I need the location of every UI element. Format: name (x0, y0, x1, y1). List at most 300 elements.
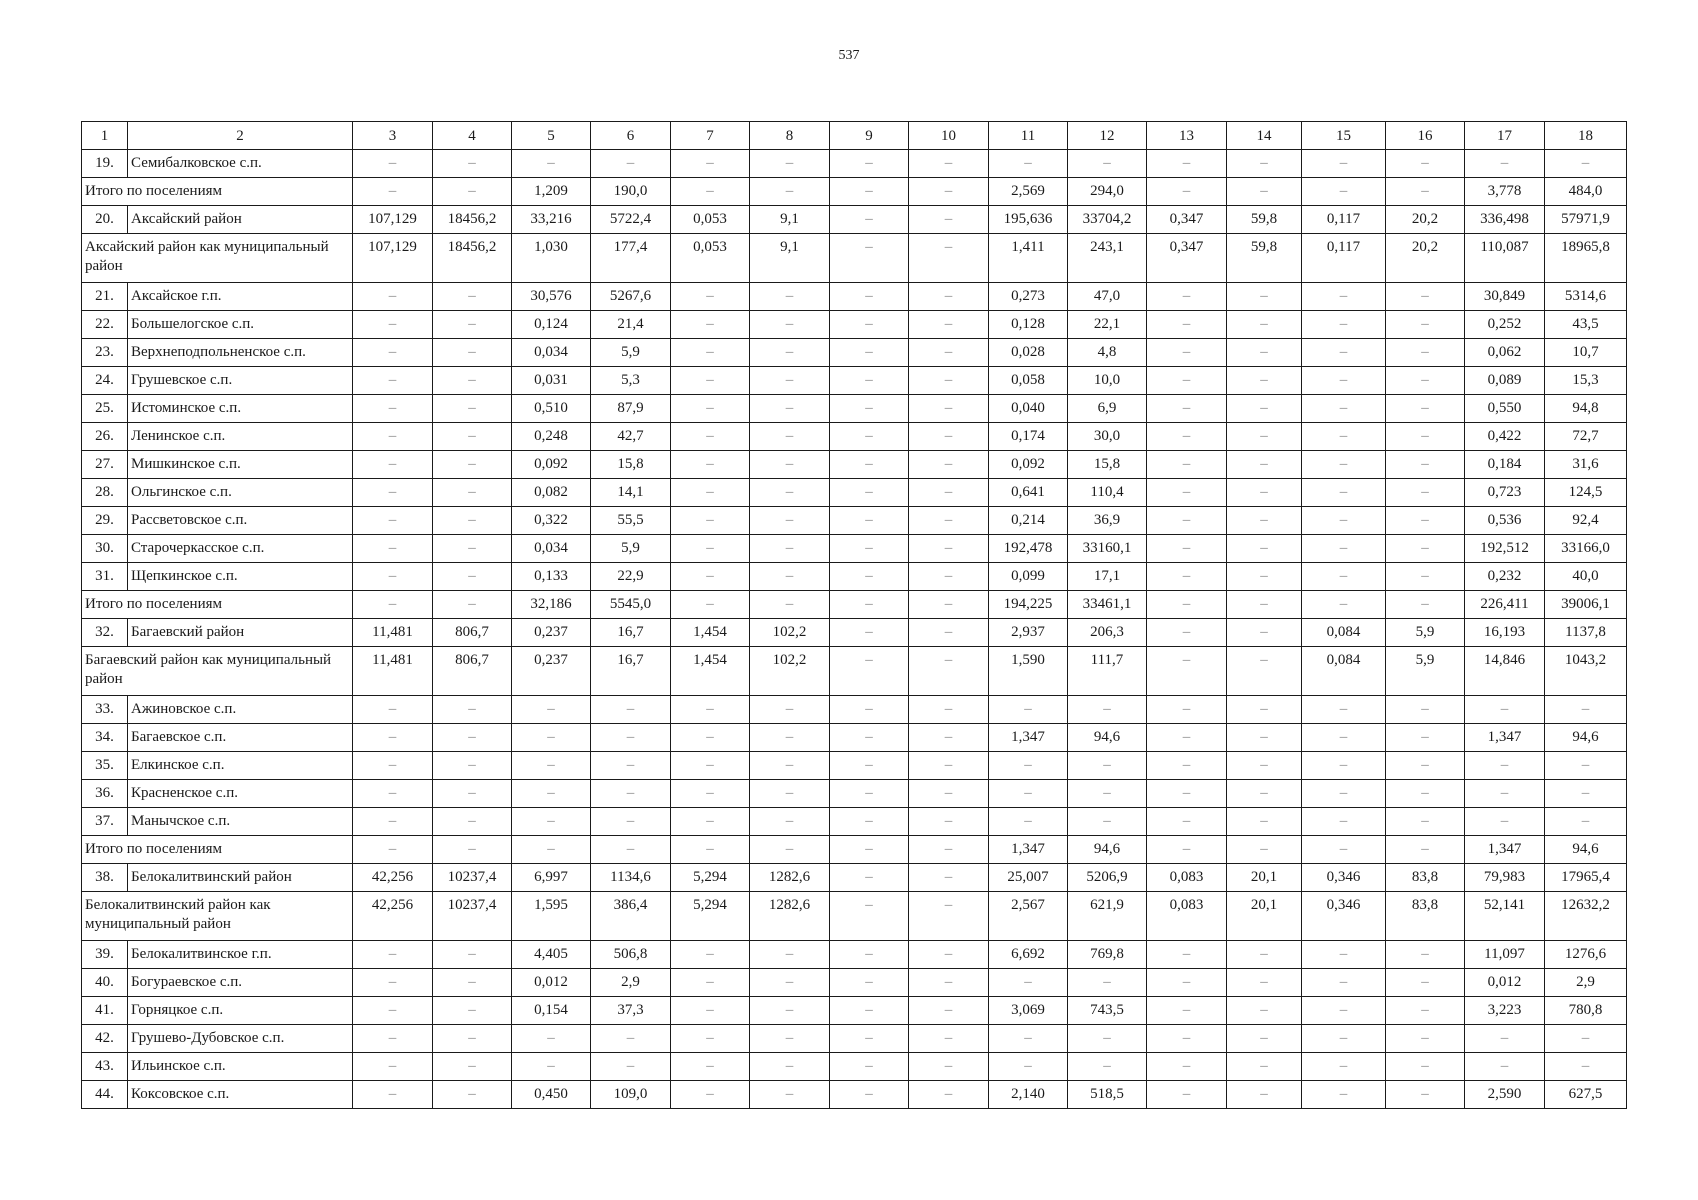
row-name: Щепкинское с.п. (128, 563, 353, 591)
table-cell: – (989, 150, 1068, 178)
column-header: 11 (989, 122, 1068, 150)
table-cell: – (1227, 752, 1302, 780)
table-cell: – (353, 724, 433, 752)
table-cell: – (353, 1053, 433, 1081)
table-cell: – (1147, 997, 1227, 1025)
table-cell: 18965,8 (1545, 234, 1627, 283)
table-cell: 0,117 (1302, 206, 1386, 234)
table-cell: – (830, 423, 909, 451)
table-cell: – (1147, 339, 1227, 367)
table-cell: – (512, 808, 591, 836)
table-cell: – (1302, 367, 1386, 395)
table-cell: 22,9 (591, 563, 671, 591)
table-cell: – (1386, 395, 1465, 423)
table-row (82, 724, 1627, 752)
table-cell: 33160,1 (1068, 535, 1147, 563)
table-cell: 5,3 (591, 367, 671, 395)
total-label: Итого по поселениям (82, 178, 353, 206)
table-cell: 111,7 (1068, 647, 1147, 696)
table-cell: 6,692 (989, 941, 1068, 969)
table-cell: – (1302, 311, 1386, 339)
column-header: 10 (909, 122, 989, 150)
table-cell: – (512, 1053, 591, 1081)
table-cell: – (1147, 423, 1227, 451)
table-row (82, 780, 1627, 808)
table-cell: – (433, 395, 512, 423)
table-cell: – (1227, 535, 1302, 563)
table-cell: 0,034 (512, 535, 591, 563)
row-number: 26. (82, 423, 128, 451)
table-cell: – (750, 836, 830, 864)
row-number: 27. (82, 451, 128, 479)
row-name: Ленинское с.п. (128, 423, 353, 451)
row-name: Старочеркасское с.п. (128, 535, 353, 563)
table-cell: 42,256 (353, 864, 433, 892)
table-cell: 0,058 (989, 367, 1068, 395)
table-cell: 0,273 (989, 283, 1068, 311)
table-cell: – (1386, 479, 1465, 507)
table-row (82, 752, 1627, 780)
table-row (82, 969, 1627, 997)
table-cell: – (750, 941, 830, 969)
table-cell: – (1302, 451, 1386, 479)
row-number: 44. (82, 1081, 128, 1109)
table-cell: 21,4 (591, 311, 671, 339)
table-cell: – (1386, 311, 1465, 339)
row-number: 22. (82, 311, 128, 339)
table-cell: – (1545, 696, 1627, 724)
table-cell: – (1147, 780, 1227, 808)
table-cell: 94,6 (1545, 724, 1627, 752)
table-cell: 10,7 (1545, 339, 1627, 367)
table-cell: 20,1 (1227, 864, 1302, 892)
table-cell: 107,129 (353, 234, 433, 283)
table-cell: – (830, 1053, 909, 1081)
table-cell: 94,8 (1545, 395, 1627, 423)
table-cell: – (591, 1025, 671, 1053)
table-cell: – (1227, 1081, 1302, 1109)
table-cell: 1,347 (1465, 724, 1545, 752)
column-header: 13 (1147, 122, 1227, 150)
table-cell: – (1147, 563, 1227, 591)
table-row (82, 339, 1627, 367)
row-name: Истоминское с.п. (128, 395, 353, 423)
table-cell: – (1302, 696, 1386, 724)
table-row (82, 395, 1627, 423)
table-cell: – (909, 997, 989, 1025)
table-cell: – (1147, 367, 1227, 395)
table-cell: 0,082 (512, 479, 591, 507)
table-row (82, 941, 1627, 969)
table-cell: – (1227, 941, 1302, 969)
column-header: 1 (82, 122, 128, 150)
table-cell: 11,481 (353, 619, 433, 647)
table-cell: – (671, 283, 750, 311)
table-row (82, 535, 1627, 563)
table-cell: 33166,0 (1545, 535, 1627, 563)
table-cell: 15,3 (1545, 367, 1627, 395)
table-cell: 0,133 (512, 563, 591, 591)
table-cell: 42,256 (353, 892, 433, 941)
table-cell: – (1386, 969, 1465, 997)
table-cell: – (989, 780, 1068, 808)
row-name: Ольгинское с.п. (128, 479, 353, 507)
table-cell: 6,997 (512, 864, 591, 892)
table-cell: – (353, 451, 433, 479)
table-cell: 2,937 (989, 619, 1068, 647)
table-cell: – (750, 724, 830, 752)
table-cell: – (1386, 997, 1465, 1025)
table-cell: – (1227, 311, 1302, 339)
table-cell: 110,087 (1465, 234, 1545, 283)
table-cell: – (1147, 619, 1227, 647)
column-header: 2 (128, 122, 353, 150)
table-cell: 1043,2 (1545, 647, 1627, 696)
table-cell: – (1386, 507, 1465, 535)
column-header: 17 (1465, 122, 1545, 150)
table-cell: 0,347 (1147, 234, 1227, 283)
row-name: Мишкинское с.п. (128, 451, 353, 479)
table-cell: 11,481 (353, 647, 433, 696)
table-cell: – (989, 969, 1068, 997)
table-cell: 226,411 (1465, 591, 1545, 619)
table-cell: – (830, 696, 909, 724)
table-cell: 15,8 (591, 451, 671, 479)
row-name: Грушевское с.п. (128, 367, 353, 395)
table-cell: – (1227, 836, 1302, 864)
table-cell: – (1227, 647, 1302, 696)
table-cell: – (671, 150, 750, 178)
table-cell: – (1386, 423, 1465, 451)
table-cell: – (671, 836, 750, 864)
table-cell: 25,007 (989, 864, 1068, 892)
table-cell: – (433, 1053, 512, 1081)
table-cell: 0,053 (671, 234, 750, 283)
table-cell: – (750, 563, 830, 591)
table-cell: – (433, 507, 512, 535)
table-cell: 0,347 (1147, 206, 1227, 234)
table-cell: 0,117 (1302, 234, 1386, 283)
table-cell: – (750, 507, 830, 535)
table-cell: – (750, 1053, 830, 1081)
table-cell: 806,7 (433, 619, 512, 647)
table-cell: – (989, 808, 1068, 836)
table-cell: – (1386, 780, 1465, 808)
total-label: Итого по поселениям (82, 836, 353, 864)
table-cell: – (830, 178, 909, 206)
table-cell: – (353, 1081, 433, 1109)
table-cell: – (909, 451, 989, 479)
table-cell: – (909, 234, 989, 283)
table-cell: 1,595 (512, 892, 591, 941)
table-cell: – (671, 367, 750, 395)
table-row (82, 479, 1627, 507)
table-cell: 4,8 (1068, 339, 1147, 367)
table-cell: – (750, 808, 830, 836)
table-cell: 5,9 (591, 535, 671, 563)
table-cell: 506,8 (591, 941, 671, 969)
table-cell: 5314,6 (1545, 283, 1627, 311)
table-cell: – (433, 535, 512, 563)
table-cell: – (591, 724, 671, 752)
table-cell: – (909, 619, 989, 647)
table-cell: – (1465, 1025, 1545, 1053)
table-cell: 57971,9 (1545, 206, 1627, 234)
table-cell: – (1147, 451, 1227, 479)
table-cell: 109,0 (591, 1081, 671, 1109)
table-cell: – (1227, 563, 1302, 591)
table-cell: – (671, 451, 750, 479)
table-cell: – (830, 150, 909, 178)
table-cell: 769,8 (1068, 941, 1147, 969)
table-cell: – (750, 451, 830, 479)
table-cell: 11,097 (1465, 941, 1545, 969)
table-cell: 5,9 (1386, 647, 1465, 696)
table-cell: – (433, 1025, 512, 1053)
row-name: Семибалковское с.п. (128, 150, 353, 178)
table-cell: – (353, 997, 433, 1025)
table-cell: – (591, 780, 671, 808)
table-cell: – (750, 696, 830, 724)
table-cell: – (1386, 150, 1465, 178)
table-cell: – (1227, 507, 1302, 535)
table-row (82, 997, 1627, 1025)
data-table (81, 121, 1627, 1109)
table-cell: – (1227, 997, 1302, 1025)
table-cell: 6,9 (1068, 395, 1147, 423)
table-cell: 2,590 (1465, 1081, 1545, 1109)
table-cell: – (1386, 535, 1465, 563)
table-cell: – (1386, 808, 1465, 836)
municipal-row (82, 234, 1627, 283)
table-cell: – (1302, 808, 1386, 836)
table-cell: – (1386, 941, 1465, 969)
table-cell: – (1465, 752, 1545, 780)
table-cell: 806,7 (433, 647, 512, 696)
table-cell: – (1302, 178, 1386, 206)
row-number: 36. (82, 780, 128, 808)
table-cell: 15,8 (1068, 451, 1147, 479)
table-cell: – (512, 724, 591, 752)
table-cell: – (750, 1081, 830, 1109)
table-cell: 1,347 (989, 836, 1068, 864)
table-cell: – (1147, 1053, 1227, 1081)
table-row (82, 696, 1627, 724)
table-cell: – (671, 780, 750, 808)
table-cell: – (1465, 1053, 1545, 1081)
table-cell: 1,454 (671, 619, 750, 647)
table-cell: – (353, 339, 433, 367)
table-cell: 0,214 (989, 507, 1068, 535)
table-cell: 10237,4 (433, 864, 512, 892)
table-cell: – (909, 836, 989, 864)
table-cell: 59,8 (1227, 234, 1302, 283)
table-cell: – (1227, 1053, 1302, 1081)
row-name: Манычское с.п. (128, 808, 353, 836)
table-cell: – (830, 591, 909, 619)
table-cell: 0,723 (1465, 479, 1545, 507)
row-name: Аксайское г.п. (128, 283, 353, 311)
table-cell: 5267,6 (591, 283, 671, 311)
table-cell: – (1147, 969, 1227, 997)
table-cell: – (353, 395, 433, 423)
table-cell: – (1302, 836, 1386, 864)
table-cell: – (353, 836, 433, 864)
table-cell: – (1302, 997, 1386, 1025)
table-cell: – (671, 997, 750, 1025)
table-cell: – (830, 619, 909, 647)
table-cell: 1,209 (512, 178, 591, 206)
table-cell: – (909, 178, 989, 206)
table-cell: – (512, 1025, 591, 1053)
row-number: 29. (82, 507, 128, 535)
table-cell: – (1302, 423, 1386, 451)
table-cell: 0,031 (512, 367, 591, 395)
row-number: 19. (82, 150, 128, 178)
table-cell: 1,454 (671, 647, 750, 696)
table-row (82, 150, 1627, 178)
table-cell: – (671, 178, 750, 206)
table-cell: – (353, 696, 433, 724)
table-cell: 0,510 (512, 395, 591, 423)
table-cell: 43,5 (1545, 311, 1627, 339)
table-cell: – (1227, 696, 1302, 724)
row-number: 28. (82, 479, 128, 507)
row-number: 38. (82, 864, 128, 892)
table-cell: – (750, 150, 830, 178)
table-cell: 30,0 (1068, 423, 1147, 451)
table-cell: – (1147, 724, 1227, 752)
table-cell: 780,8 (1545, 997, 1627, 1025)
table-cell: – (1147, 311, 1227, 339)
table-cell: – (433, 997, 512, 1025)
table-cell: 1,590 (989, 647, 1068, 696)
table-cell: – (830, 808, 909, 836)
table-cell: 0,089 (1465, 367, 1545, 395)
table-cell: – (1068, 808, 1147, 836)
table-cell: – (1386, 724, 1465, 752)
table-cell: – (909, 339, 989, 367)
table-cell: – (750, 479, 830, 507)
table-cell: – (1465, 150, 1545, 178)
row-number: 31. (82, 563, 128, 591)
table-cell: – (909, 395, 989, 423)
column-header: 5 (512, 122, 591, 150)
table-row (82, 864, 1627, 892)
row-name: Коксовское с.п. (128, 1081, 353, 1109)
table-cell: – (1302, 1053, 1386, 1081)
table-cell: – (750, 535, 830, 563)
table-cell: – (1545, 1053, 1627, 1081)
row-name: Рассветовское с.п. (128, 507, 353, 535)
table-cell: 0,083 (1147, 892, 1227, 941)
table-cell: – (353, 507, 433, 535)
table-cell: 192,512 (1465, 535, 1545, 563)
table-cell: 621,9 (1068, 892, 1147, 941)
table-cell: 0,084 (1302, 647, 1386, 696)
table-cell: 177,4 (591, 234, 671, 283)
row-name: Аксайский район (128, 206, 353, 234)
table-cell: – (1386, 367, 1465, 395)
table-cell: 102,2 (750, 619, 830, 647)
table-cell: – (909, 1053, 989, 1081)
table-cell: – (353, 367, 433, 395)
column-header: 6 (591, 122, 671, 150)
table-cell: – (671, 535, 750, 563)
total-row (82, 591, 1627, 619)
row-number: 39. (82, 941, 128, 969)
table-cell: – (353, 780, 433, 808)
table-cell: 190,0 (591, 178, 671, 206)
table-cell: 0,083 (1147, 864, 1227, 892)
row-name: Грушево-Дубовское с.п. (128, 1025, 353, 1053)
table-cell: – (830, 563, 909, 591)
table-cell: 1282,6 (750, 864, 830, 892)
table-cell: – (1545, 150, 1627, 178)
table-cell: 31,6 (1545, 451, 1627, 479)
table-cell: – (750, 591, 830, 619)
row-number: 25. (82, 395, 128, 423)
table-cell: 10,0 (1068, 367, 1147, 395)
table-cell: 1134,6 (591, 864, 671, 892)
table-cell: – (830, 206, 909, 234)
column-header: 12 (1068, 122, 1147, 150)
table-cell: – (1147, 696, 1227, 724)
table-cell: 52,141 (1465, 892, 1545, 941)
column-header: 7 (671, 122, 750, 150)
table-cell: – (591, 808, 671, 836)
table-cell: 0,084 (1302, 619, 1386, 647)
table-cell: – (671, 395, 750, 423)
municipal-row (82, 892, 1627, 941)
row-name: Багаевский район (128, 619, 353, 647)
table-cell: – (989, 1025, 1068, 1053)
table-cell: – (750, 395, 830, 423)
table-cell: – (750, 1025, 830, 1053)
table-cell: – (909, 864, 989, 892)
table-cell: 40,0 (1545, 563, 1627, 591)
table-cell: – (433, 696, 512, 724)
table-cell: – (830, 997, 909, 1025)
table-row (82, 619, 1627, 647)
table-cell: – (671, 1053, 750, 1081)
table-cell: – (433, 591, 512, 619)
table-cell: – (1227, 451, 1302, 479)
row-name: Горняцкое с.п. (128, 997, 353, 1025)
table-cell: 16,7 (591, 647, 671, 696)
table-row (82, 206, 1627, 234)
table-cell: – (909, 311, 989, 339)
table-cell: 5,294 (671, 864, 750, 892)
table-cell: – (1302, 563, 1386, 591)
table-cell: – (512, 836, 591, 864)
column-header: 16 (1386, 122, 1465, 150)
table-row (82, 1025, 1627, 1053)
table-cell: – (512, 150, 591, 178)
table-cell: – (1068, 696, 1147, 724)
table-cell: – (1227, 1025, 1302, 1053)
table-cell: 2,569 (989, 178, 1068, 206)
table-cell: 33,216 (512, 206, 591, 234)
table-cell: 94,6 (1068, 724, 1147, 752)
table-cell: 55,5 (591, 507, 671, 535)
table-cell: 386,4 (591, 892, 671, 941)
row-name: Верхнеподпольненское с.п. (128, 339, 353, 367)
table-cell: – (909, 367, 989, 395)
table-cell: – (1386, 1081, 1465, 1109)
row-name: Багаевское с.п. (128, 724, 353, 752)
table-cell: 194,225 (989, 591, 1068, 619)
